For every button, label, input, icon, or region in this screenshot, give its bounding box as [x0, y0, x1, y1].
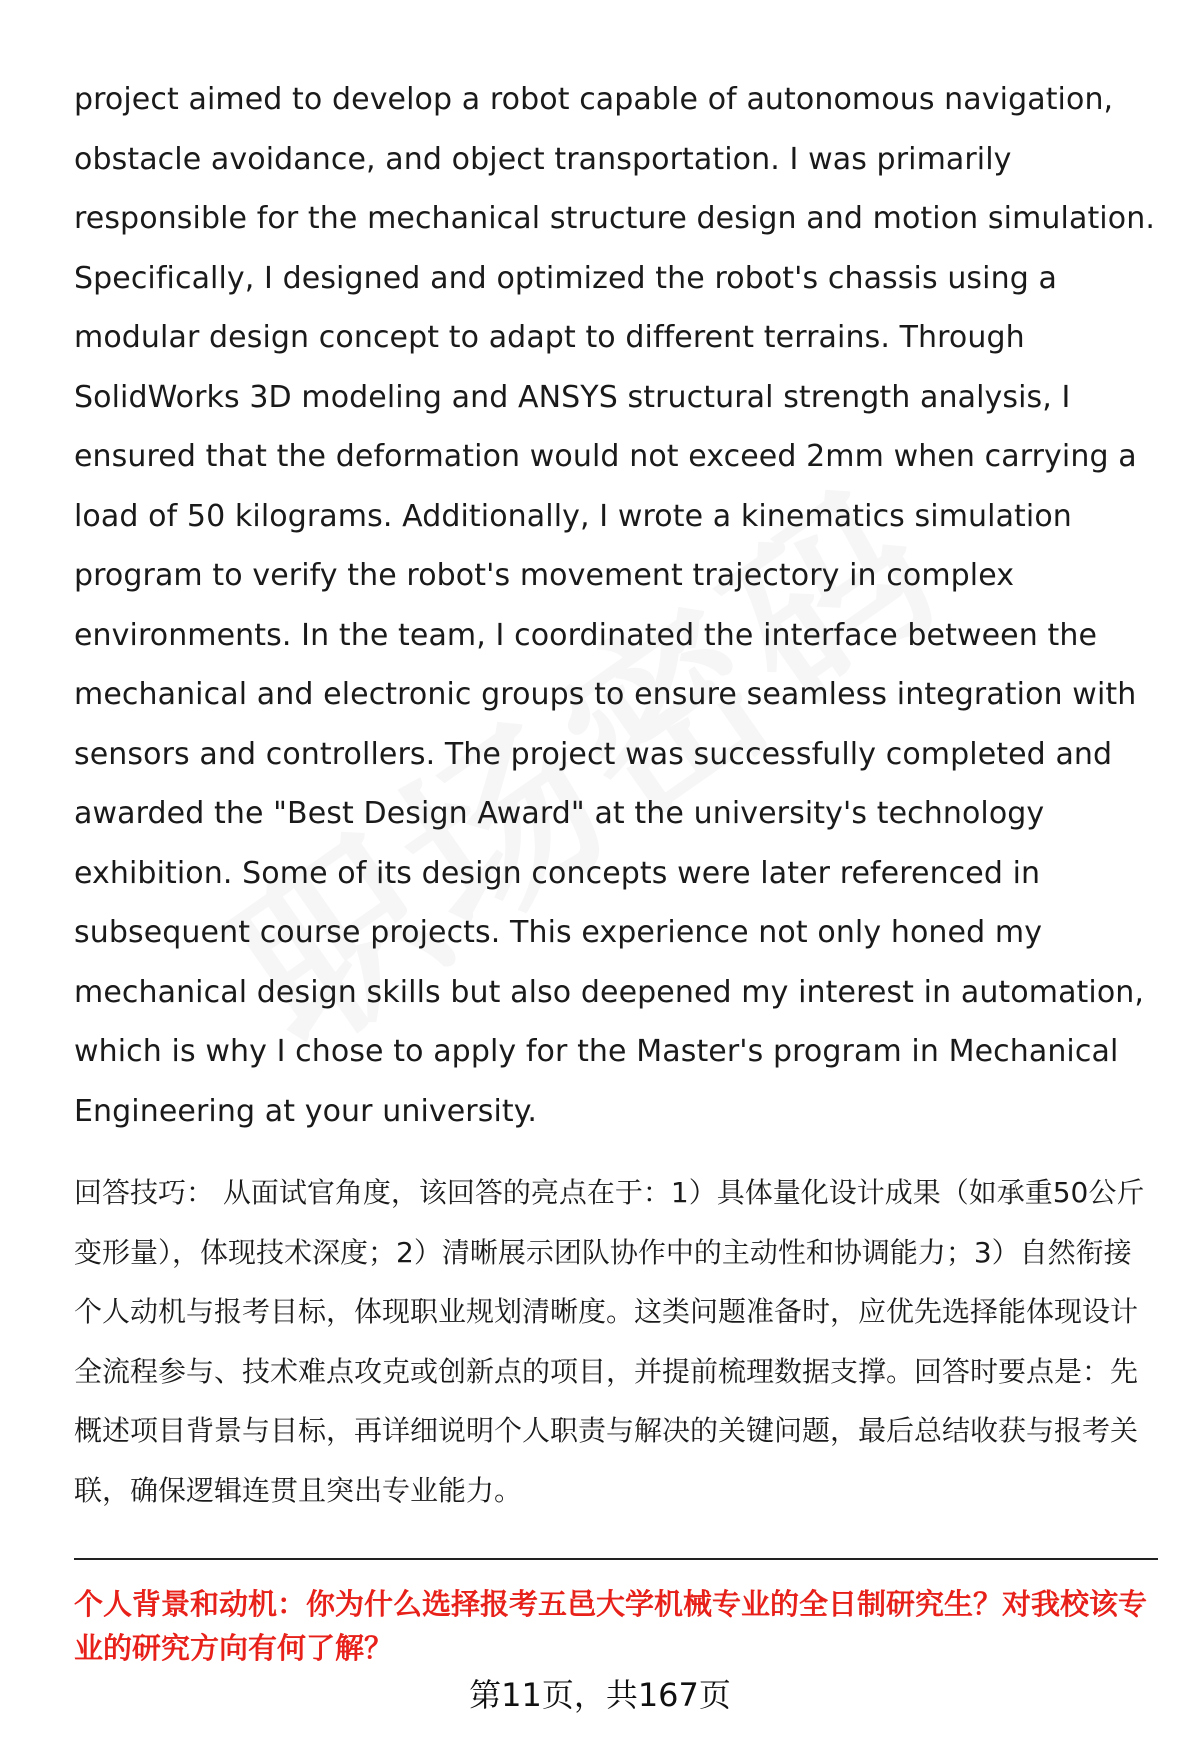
section-divider	[74, 1558, 1158, 1560]
tips-paragraph: 回答技巧： 从面试官角度，该回答的亮点在于：1）具体量化设计成果（如承重50公斤变形量），体现技术深度；2）清晰展示团队协作中的主动性和协调能力；3）自然衔接个人动机与报考目标，体现职业规划清晰度。这类问题准备时，应优先选择能体现设计全流程参与、技术难点攻克或创新点的项目，并提前梳理数据支撑。回答时要点是：先概述项目背景与目标，再详细说明个人职责与解决的关键问题，最后总结收获与报考关联，确保逻辑连贯且突出专业能力。	[74, 1176, 1145, 1507]
next-question: 个人背景和动机：你为什么选择报考五邑大学机械专业的全日制研究生？对我校该专业的研究方向有何了解？	[74, 1587, 1148, 1665]
page-content	[74, 70, 1158, 1670]
page-footer: 第11页，共167页	[469, 1676, 731, 1714]
answer-paragraph: project aimed to develop a robot capable of autonomous navigation, obstacle avoidance, and object transportation. I was primarily responsible for the mechanical structure design and motion simulation. Specifically, I designed and optimized the robot's chassis using a modular design concept to adapt to different terrains. Through SolidWorks 3D modeling and ANSYS structural strength analysis, I ensured that the deformation would not exceed 2mm when carrying a load of 50 kilograms. Additionally, I wrote a kinematics simulation program to verify the robot's movement trajectory in complex environments. In the team, I coordinated the interface between the mechanical and electronic groups to ensure seamless integration with sensors and controllers. The project was successfully completed and awarded the "Best Design Award" at the university's technology exhibition. Some of its design concepts were later referenced in subsequent course projects. This experience not only honed my mechanical design skills but also deepened my interest in automation, which is why I chose to apply for the Master's program in Mechanical Engineering at your university.	[74, 82, 1155, 1129]
